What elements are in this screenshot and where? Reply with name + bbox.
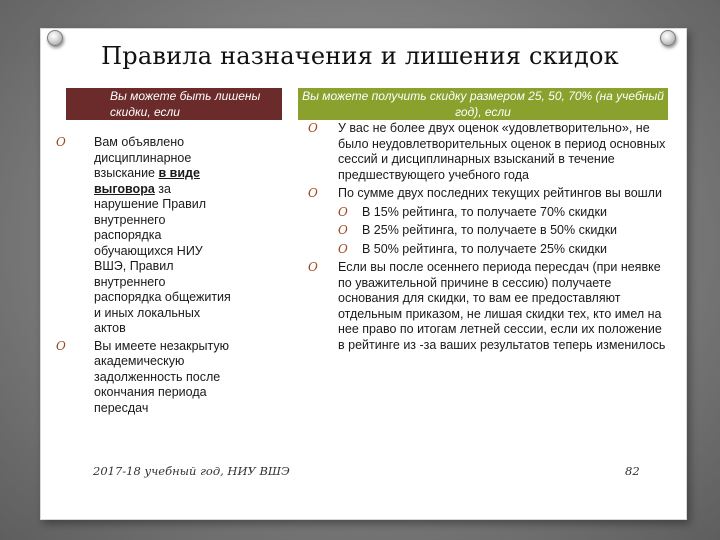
bullet-icon: O (338, 223, 348, 237)
item-text: за нарушение Правил внутреннего распорядка обучающихся НИУ ВШЭ, Правил внутреннего распорядка общежития и иных локальных актов (94, 181, 231, 335)
item-emphasis: в виде выговора (94, 166, 200, 196)
sub-list-item (308, 223, 668, 239)
item-text: У вас не более двух оценок «удовлетворительно», не было неудовлетворительных оценок в период основных сессий и дисциплинарных взысканий в течение предшествующего учебного года (338, 121, 666, 182)
item-text: Если вы после осеннего периода пересдач (при неявке по уважительной причине в сессию) получаете основания для скидки, то вам ее предоставляют отдельным приказом, не лишая скидки тех, кто имел на нее право по итогам летней сессии, если их положение в рейтинге из -за ваших результатов теперь изменилось (338, 260, 666, 352)
list-item (308, 121, 668, 183)
item-text: Вы имеете незакрытую академическую задолженность после окончания периода пересдач (94, 338, 230, 415)
item-text: Вам объявлено дисциплинарное взыскание (94, 135, 192, 180)
item-text: По сумме двух последних текущих рейтингов вы вошли (338, 186, 662, 200)
sub-item-text: В 50% рейтинга, то получаете 25% скидки (362, 241, 607, 256)
list-item (56, 135, 231, 337)
sub-list-item (308, 205, 668, 221)
sub-item-text: В 25% рейтинга, то получаете в 50% скидки (362, 223, 618, 237)
sub-item-text: В 15% рейтинга, то получаете 70% скидки (362, 204, 607, 219)
bullet-icon: O (56, 135, 66, 149)
bullet-icon: O (338, 204, 348, 219)
list-item (308, 260, 668, 353)
right-column (308, 121, 668, 353)
bullet-icon: O (308, 121, 318, 135)
bullet-icon: O (56, 338, 66, 353)
left-column-header: Вы можете быть лишены скидки, если (66, 88, 282, 120)
slide-title: Правила назначения и лишения скидок (101, 42, 619, 70)
left-column (56, 135, 231, 416)
sub-list-item (308, 242, 668, 258)
bullet-icon: O (308, 260, 318, 274)
list-item (308, 186, 668, 202)
bullet-icon: O (308, 186, 318, 200)
list-item (56, 339, 231, 417)
footer-text: 2017-18 учебный год, НИУ ВШЭ (93, 464, 290, 478)
page-number: 82 (625, 464, 640, 478)
bullet-icon: O (338, 241, 348, 256)
right-column-header: Вы можете получить скидку размером 25, 50, 70% (на учебный год), если (298, 88, 668, 120)
